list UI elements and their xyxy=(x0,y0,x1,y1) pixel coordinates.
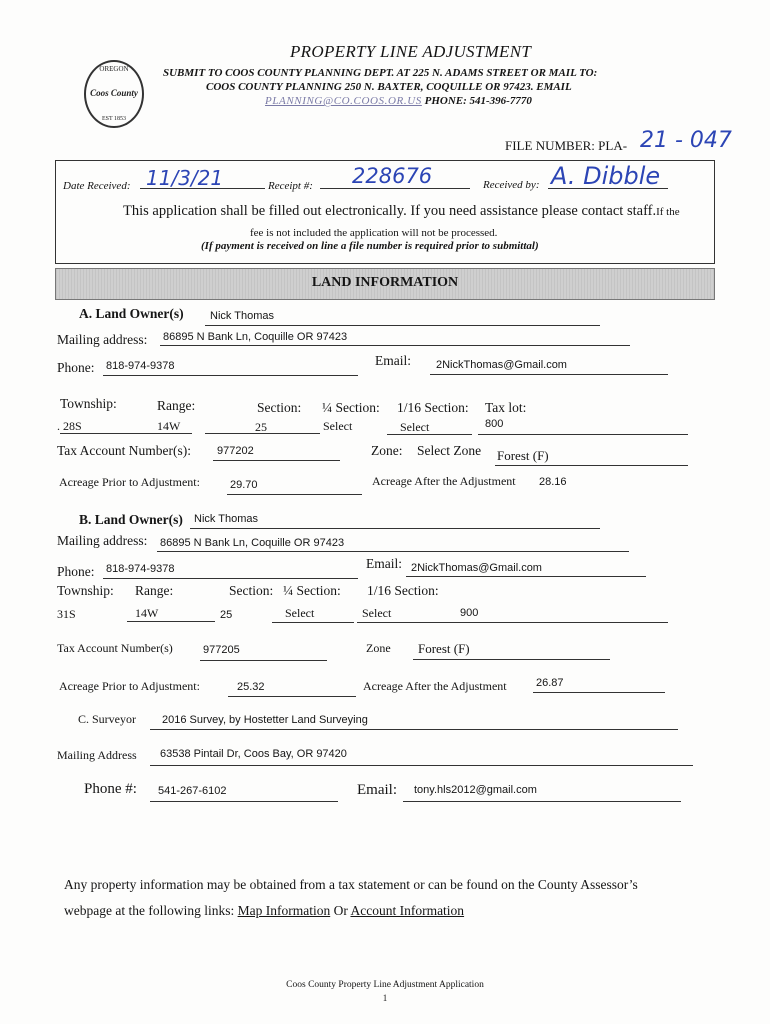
owner-a-acreage-after-label: Acreage After the Adjustment xyxy=(372,474,516,488)
date-received-label: Date Received: xyxy=(63,180,131,192)
date-received-value: 11/3/21 xyxy=(146,166,224,190)
received-by-line xyxy=(548,188,668,189)
owner-b-acreage-after-field[interactable]: 26.87 xyxy=(536,677,564,689)
owner-a-phone-field[interactable]: 818-974-9378 xyxy=(106,360,175,372)
owner-b-sixteenth-select[interactable]: Select xyxy=(362,606,392,620)
owner-a-township-field[interactable]: . 28S xyxy=(57,419,82,433)
form-title: PROPERTY LINE ADJUSTMENT xyxy=(290,42,532,61)
owner-b-acreage-prior-label: Acreage Prior to Adjustment: xyxy=(59,679,200,693)
owner-b-name-field[interactable]: Nick Thomas xyxy=(194,513,258,525)
owner-a-taxacct-label: Tax Account Number(s): xyxy=(57,443,192,458)
owner-b-township-field[interactable]: 31S xyxy=(57,607,76,621)
owner-a-range-label: Range: xyxy=(157,398,196,413)
planning-phone: PHONE: 541-396-7770 xyxy=(424,95,532,107)
owner-a-mailing-label: Mailing address: xyxy=(57,332,148,347)
owner-a-sixteenth-select[interactable]: Select xyxy=(400,420,430,434)
date-received-line xyxy=(140,188,265,189)
received-by-signature: A. Dibble xyxy=(551,162,661,190)
owner-b-section-field[interactable]: 25 xyxy=(220,609,233,621)
owner-a-zone-label: Zone: xyxy=(371,443,403,458)
owner-b-zone-label: Zone xyxy=(366,641,391,655)
owner-b-range-field[interactable]: 14W xyxy=(135,606,159,620)
owner-b-sixteenth-label: 1/16 Section: xyxy=(367,583,439,598)
owner-b-acreage-after-label: Acreage After the Adjustment xyxy=(363,679,507,693)
surveyor-email-field[interactable]: tony.hls2012@gmail.com xyxy=(414,784,537,796)
map-information-link[interactable]: Map Information xyxy=(237,903,331,918)
owner-b-mailing-label: Mailing address: xyxy=(57,533,148,548)
owner-a-name-field[interactable]: Nick Thomas xyxy=(210,310,274,322)
owner-b-range-label: Range: xyxy=(135,583,174,598)
owner-a-heading: A. Land Owner(s) xyxy=(79,306,184,321)
owner-a-email-field[interactable]: 2NickThomas@Gmail.com xyxy=(436,359,567,371)
owner-a-sixteenth-label: 1/16 Section: xyxy=(397,400,469,415)
surveyor-heading: C. Surveyor xyxy=(78,712,136,726)
owner-a-quarter-select[interactable]: Select xyxy=(323,419,353,433)
receipt-number-line xyxy=(320,188,470,189)
footer-title: Coos County Property Line Adjustment Application xyxy=(286,980,484,990)
owner-a-section-field[interactable]: 25 xyxy=(255,420,267,434)
received-by-label: Received by: xyxy=(483,179,540,191)
owner-a-zone-select[interactable]: Forest (F) xyxy=(497,448,549,463)
surveyor-phone-field[interactable]: 541-267-6102 xyxy=(158,785,227,797)
owner-a-taxlot-field[interactable]: 800 xyxy=(485,418,504,430)
owner-a-email-label: Email: xyxy=(375,353,411,368)
owner-b-email-field[interactable]: 2NickThomas@Gmail.com xyxy=(411,562,542,574)
owner-b-phone-field[interactable]: 818-974-9378 xyxy=(106,563,175,575)
owner-a-mailing-field[interactable]: 86895 N Bank Ln, Coquille OR 97423 xyxy=(163,331,348,343)
owner-b-taxlot-field[interactable]: 900 xyxy=(460,607,479,619)
owner-b-quarter-label: ¼ Section: xyxy=(283,583,341,598)
owner-a-acreage-prior-label: Acreage Prior to Adjustment: xyxy=(59,475,200,489)
coos-county-seal: OREGON Coos County EST 1853 xyxy=(84,60,144,128)
assessor-links-line: webpage at the following links: Map Information Or Account Information xyxy=(64,903,465,918)
owner-a-range-field[interactable]: 14W xyxy=(157,419,181,433)
account-information-link[interactable]: Account Information xyxy=(350,903,465,918)
surveyor-mailing-label: Mailing Address xyxy=(57,748,137,762)
submit-instructions-line3 xyxy=(265,95,532,107)
owner-b-quarter-select[interactable]: Select xyxy=(285,606,315,620)
surveyor-name-field[interactable]: 2016 Survey, by Hostetter Land Surveying xyxy=(162,714,368,726)
file-number-label: FILE NUMBER: PLA- xyxy=(505,138,628,153)
assessor-note: Any property information may be obtained from a tax statement or can be found on the County Assessor’s xyxy=(64,877,638,892)
page-number: 1 xyxy=(382,993,388,1003)
planning-email-link[interactable]: PLANNING@CO.COOS.OR.US xyxy=(265,95,422,107)
surveyor-email-label: Email: xyxy=(357,782,397,798)
owner-b-taxacct-field[interactable]: 977205 xyxy=(203,644,240,656)
owner-b-section-label: Section: xyxy=(229,583,274,598)
owner-a-acreage-prior-field[interactable]: 29.70 xyxy=(230,479,258,491)
fee-note: fee is not included the application will not be processed. xyxy=(250,227,498,239)
owner-a-section-label: Section: xyxy=(257,400,302,415)
file-number-value: 21 - 047 xyxy=(640,128,732,153)
owner-a-taxlot-label: Tax lot: xyxy=(485,400,527,415)
owner-a-taxacct-field[interactable]: 977202 xyxy=(217,445,254,457)
owner-b-acreage-prior-field[interactable]: 25.32 xyxy=(237,681,265,693)
owner-b-phone-label: Phone: xyxy=(57,564,95,579)
surveyor-phone-label: Phone #: xyxy=(84,781,137,797)
owner-a-township-label: Township: xyxy=(60,396,117,411)
owner-a-acreage-after-field[interactable]: 28.16 xyxy=(539,476,567,488)
owner-b-township-label: Township: xyxy=(57,583,114,598)
submit-instructions-line1: SUBMIT TO COOS COUNTY PLANNING DEPT. AT 225 N. ADAMS STREET OR MAIL TO: xyxy=(163,67,598,79)
land-information-header: LAND INFORMATION xyxy=(55,268,715,300)
submit-instructions-line2: COOS COUNTY PLANNING 250 N. BAXTER, COQUILLE OR 97423. EMAIL xyxy=(206,81,572,93)
receipt-number-label: Receipt #: xyxy=(268,180,313,192)
owner-b-email-label: Email: xyxy=(366,556,402,571)
owner-a-zone-placeholder: Select Zone xyxy=(417,443,482,458)
owner-a-phone-label: Phone: xyxy=(57,360,95,375)
surveyor-mailing-field[interactable]: 63538 Pintail Dr, Coos Bay, OR 97420 xyxy=(160,748,347,760)
electronic-instructions: This application shall be filled out electronically. If you need assistance please contact staff.If the xyxy=(123,203,680,219)
receipt-number-value: 228676 xyxy=(352,164,433,188)
owner-b-mailing-field[interactable]: 86895 N Bank Ln, Coquille OR 97423 xyxy=(160,537,345,549)
payment-note: (If payment is received on line a file number is required prior to submittal) xyxy=(201,240,539,252)
owner-b-heading: B. Land Owner(s) xyxy=(79,512,183,527)
owner-a-quarter-label: ¼ Section: xyxy=(322,400,380,415)
owner-b-zone-select[interactable]: Forest (F) xyxy=(418,641,470,656)
owner-b-taxacct-label: Tax Account Number(s) xyxy=(57,641,173,655)
